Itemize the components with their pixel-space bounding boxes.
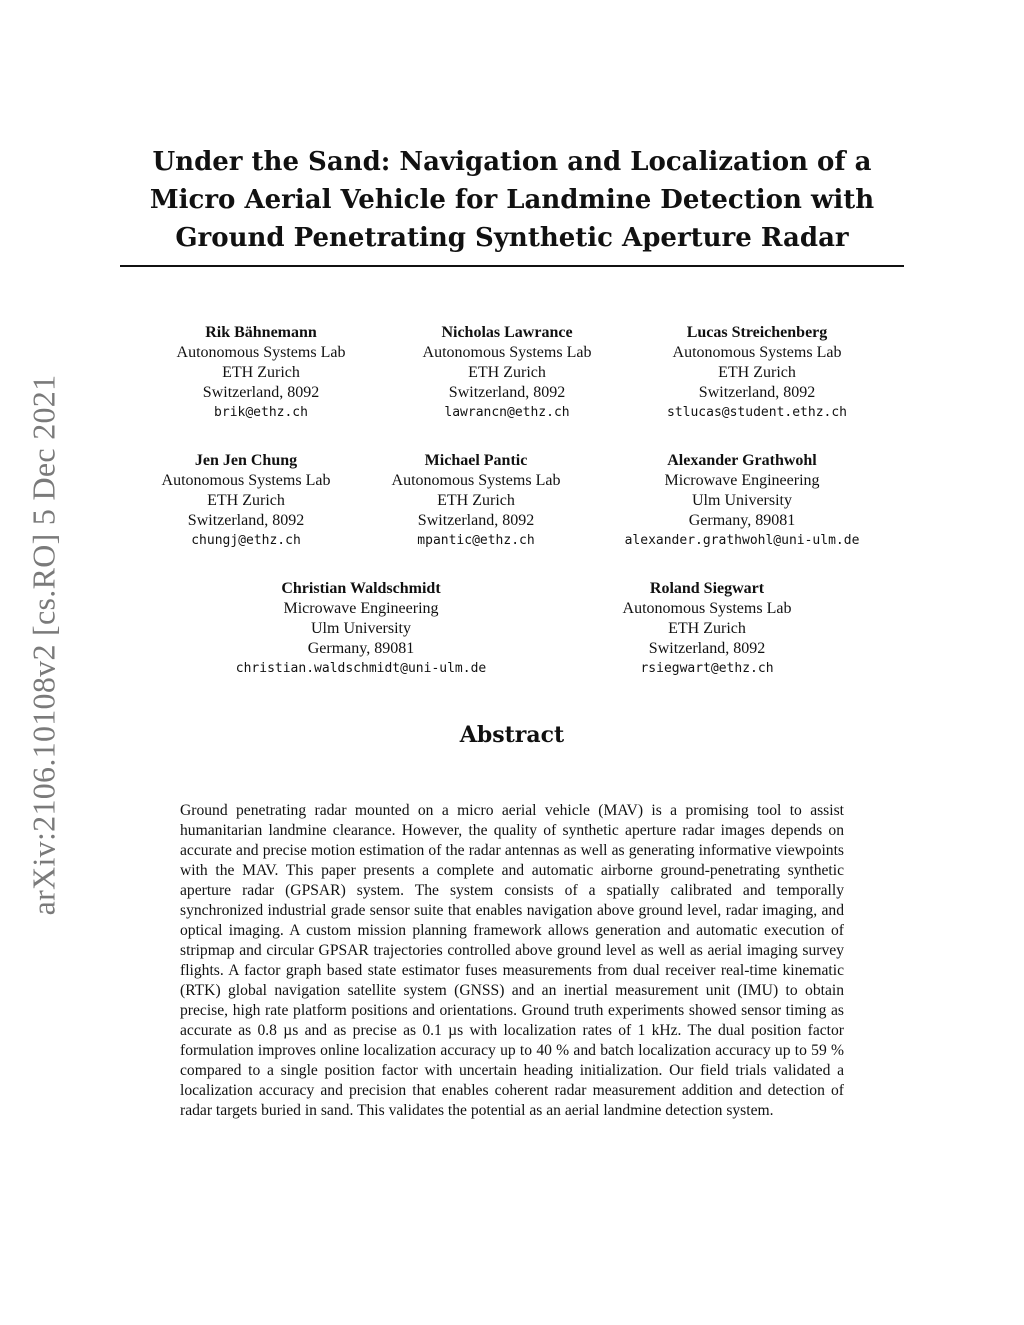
abstract-heading: Abstract xyxy=(459,722,565,748)
author-location: Germany, 89081 xyxy=(688,512,796,529)
author-institution: ETH Zurich xyxy=(222,364,300,381)
author-location: Germany, 89081 xyxy=(307,640,415,657)
author-institution: ETH Zurich xyxy=(437,492,515,509)
author-affiliation: Microwave Engineering xyxy=(283,600,439,617)
paper-title xyxy=(120,143,904,257)
author-email: stlucas@student.ethz.ch xyxy=(666,405,848,420)
author-affiliation: Autonomous Systems Lab xyxy=(622,600,792,617)
author-location: Switzerland, 8092 xyxy=(448,384,566,401)
author-email: brik@ethz.ch xyxy=(214,405,308,420)
arxiv-identifier-stamp: arXiv:2106.10108v2 [cs.RO] 5 Dec 2021 xyxy=(25,374,62,916)
author-email: alexander.grathwohl@uni-ulm.de xyxy=(624,533,860,548)
author-location: Switzerland, 8092 xyxy=(417,512,535,529)
author-name: Rik Bähnemann xyxy=(205,324,317,341)
author-affiliation: Autonomous Systems Lab xyxy=(391,472,561,489)
author-location: Switzerland, 8092 xyxy=(202,384,320,401)
author-block xyxy=(162,451,331,551)
author-email: lawrancn@ethz.ch xyxy=(444,405,570,420)
author-name: Lucas Streichenberg xyxy=(686,324,828,341)
author-block xyxy=(623,579,792,679)
author-block xyxy=(392,451,561,551)
author-institution: ETH Zurich xyxy=(207,492,285,509)
title-divider xyxy=(120,265,904,267)
author-email: christian.waldschmidt@uni-ulm.de xyxy=(235,661,487,676)
author-affiliation: Autonomous Systems Lab xyxy=(672,344,842,361)
title-line: Ground Penetrating Synthetic Aperture Radar xyxy=(175,223,849,253)
author-block xyxy=(625,451,860,551)
author-email: chungj@ethz.ch xyxy=(191,533,301,548)
author-block xyxy=(423,323,592,423)
author-name: Alexander Grathwohl xyxy=(667,452,817,469)
author-email: rsiegwart@ethz.ch xyxy=(640,661,774,676)
author-location: Switzerland, 8092 xyxy=(698,384,816,401)
author-name: Michael Pantic xyxy=(424,452,528,469)
author-name: Roland Siegwart xyxy=(649,580,765,597)
author-institution: Ulm University xyxy=(310,620,411,637)
abstract-text: Ground penetrating radar mounted on a micro aerial vehicle (MAV) is a promising tool to assist humanitarian landmine clearance. However, the quality of synthetic aperture radar images depends on accurate and precise motion estimation of the radar antennas as well as generating informative viewpoints with the MAV. This paper presents a complete and automatic airborne ground-penetrating synthetic aperture radar (GPSAR) system. The system consists of a spatially calibrated and temporally synchronized industrial grade sensor suite that enables navigation above ground level, radar imaging, and optical imaging. A custom mission planning framework allows generation and automatic execution of stripmap and circular GPSAR trajectories controlled above ground level as well as aerial imaging survey flights. A factor graph based state estimator fuses measurements from dual receiver real-time kinematic (RTK) global navigation satellite system (GNSS) and an inertial measurement unit (IMU) to obtain precise, high rate platform positions and orientations. Ground truth experiments showed sensor timing as accurate as 0.8 µs and as precise as 0.1 µs with localization rates of 1 kHz. The dual position factor formulation improves online localization accuracy up to 40 % and batch localization accuracy up to 59 % compared to a single position factor with uncertain heading initialization. Our field trials validated a localization accuracy and precision that enables coherent radar measurement addition and detection of radar targets buried in sand. This validates the potential as an aerial landmine detection system. xyxy=(180,802,844,1119)
author-location: Switzerland, 8092 xyxy=(187,512,305,529)
author-affiliation: Microwave Engineering xyxy=(664,472,820,489)
author-location: Switzerland, 8092 xyxy=(648,640,766,657)
author-name: Christian Waldschmidt xyxy=(281,580,441,597)
author-institution: ETH Zurich xyxy=(468,364,546,381)
author-institution: ETH Zurich xyxy=(718,364,796,381)
author-block xyxy=(236,579,486,679)
author-block xyxy=(177,323,346,423)
author-email: mpantic@ethz.ch xyxy=(417,533,535,548)
author-block xyxy=(667,323,847,423)
author-name: Jen Jen Chung xyxy=(194,452,298,469)
author-institution: ETH Zurich xyxy=(668,620,746,637)
author-institution: Ulm University xyxy=(692,492,792,509)
author-name: Nicholas Lawrance xyxy=(441,324,573,341)
author-affiliation: Autonomous Systems Lab xyxy=(161,472,331,489)
title-line: Micro Aerial Vehicle for Landmine Detection with xyxy=(149,185,875,215)
author-affiliation: Autonomous Systems Lab xyxy=(422,344,592,361)
title-line: Under the Sand: Navigation and Localization of a xyxy=(152,147,872,177)
author-affiliation: Autonomous Systems Lab xyxy=(176,344,346,361)
